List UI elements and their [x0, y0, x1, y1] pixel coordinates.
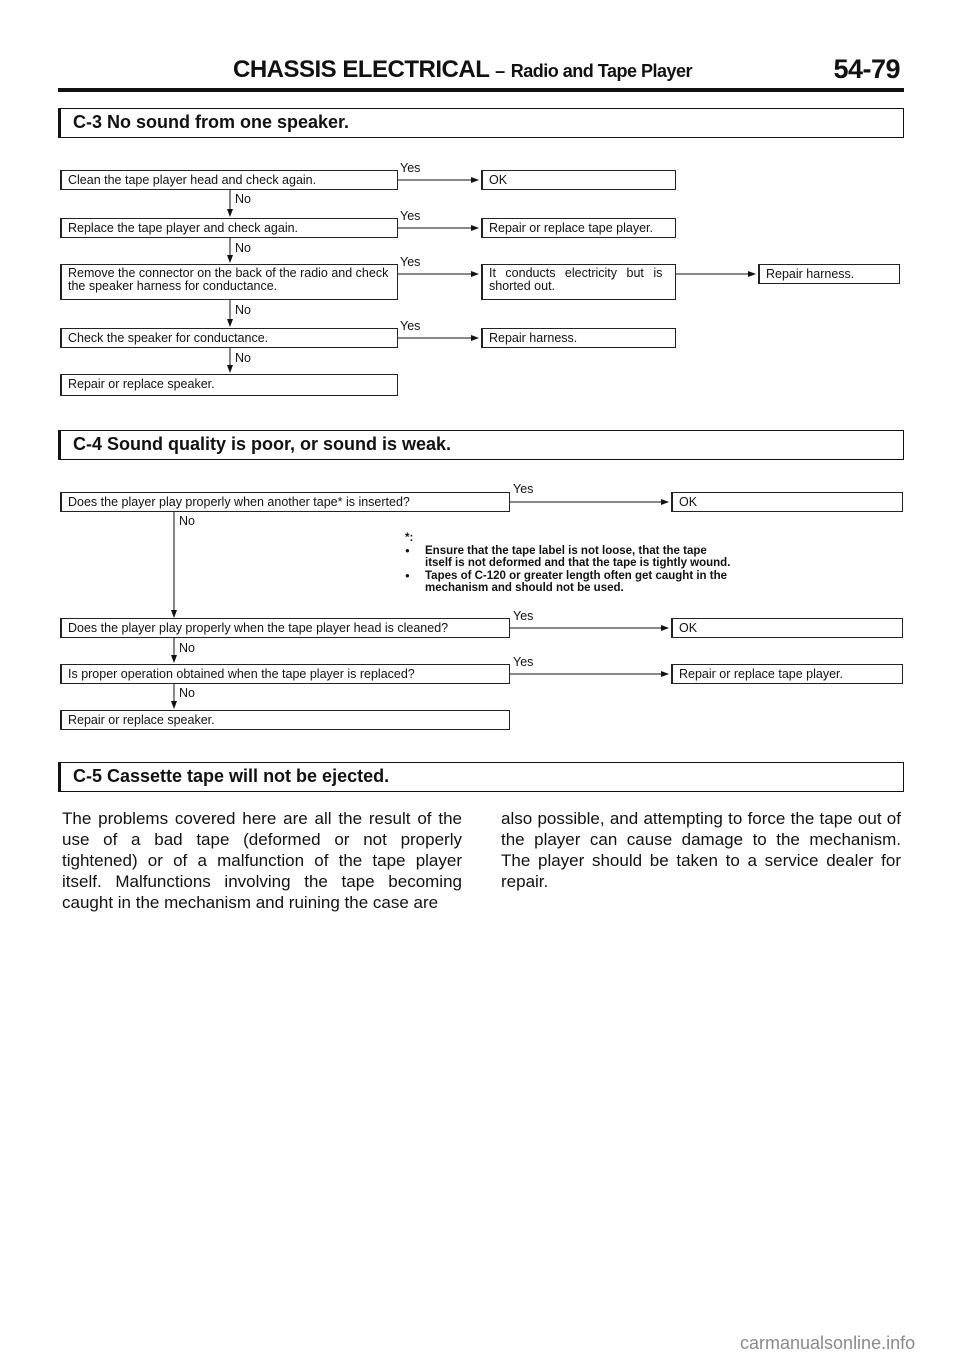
- c3-no-label-1: No: [235, 192, 251, 206]
- c4-no-label-3: No: [179, 686, 195, 700]
- c3-step2-yes-box: Repair or replace tape player.: [481, 218, 676, 238]
- c3-step1-yes-box: OK: [481, 170, 676, 190]
- c3-step3-yes-box: [481, 264, 676, 300]
- page-number: 54-79: [833, 54, 900, 84]
- c3-step2-box: Replace the tape player and check again.: [60, 218, 398, 238]
- c4-step2-yes-box: OK: [671, 618, 903, 638]
- c4-step3-box: Is proper operation obtained when the tape player is replaced?: [60, 664, 510, 684]
- c5-paragraph-right: also possible, and attempting to force the tape out of the player can cause damage to the mechanism. The player should be taken to a service dealer for repair.: [501, 809, 901, 891]
- c4-step1-yes-box: OK: [671, 492, 903, 512]
- c4-step2-box: Does the player play properly when the tape player head is cleaned?: [60, 618, 510, 638]
- c3-step5-box: Repair or replace speaker.: [60, 374, 398, 396]
- c4-note-item-2: ● Tapes of C-120 or greater length often get caught in the mechanism and should not be used.: [405, 570, 735, 595]
- c4-step3-yes-box: Repair or replace tape player.: [671, 664, 903, 684]
- c3-yes-label-4: Yes: [400, 319, 421, 333]
- c3-step4-box: Check the speaker for conductance.: [60, 328, 398, 348]
- c3-yes-label-2: Yes: [400, 209, 421, 223]
- c4-note-marker: *:: [405, 532, 414, 544]
- c3-no-label-2: No: [235, 241, 251, 255]
- title-dash: –: [495, 61, 505, 81]
- title-main: CHASSIS ELECTRICAL: [233, 56, 489, 83]
- c3-step4-yes-box: Repair harness.: [481, 328, 676, 348]
- c3-step3-box: [60, 264, 398, 300]
- c4-note: [405, 532, 735, 595]
- c3-no-label-3: No: [235, 303, 251, 317]
- c4-yes-label-2: Yes: [513, 609, 534, 623]
- c4-no-label-2: No: [179, 641, 195, 655]
- section-heading-c5: C-5 Cassette tape will not be ejected.: [58, 762, 904, 792]
- section-heading-c4: C-4 Sound quality is poor, or sound is weak.: [58, 430, 904, 460]
- title-sub: Radio and Tape Player: [510, 61, 693, 81]
- c4-yes-label-3: Yes: [513, 655, 534, 669]
- c3-step3-next-box: Repair harness.: [758, 264, 900, 284]
- watermark: carmanualsonline.info: [740, 1333, 916, 1353]
- c3-step3-yes-line1: It conducts electricity but is: [489, 266, 663, 280]
- c4-yes-label-1: Yes: [513, 482, 534, 496]
- c3-yes-label-3: Yes: [400, 255, 421, 269]
- c5-paragraph-left: The problems covered here are all the result of the use of a bad tape (deformed or not properly tightened) or of a malfunction of the tape player itself. Malfunctions involving the tape becoming caught in the mechanism and ruining the case are: [62, 809, 462, 912]
- c4-note-list: [405, 545, 735, 595]
- section-heading-c3: C-3 No sound from one speaker.: [58, 108, 904, 138]
- c4-step4-box: Repair or replace speaker.: [60, 710, 510, 730]
- c3-yes-label-1: Yes: [400, 161, 421, 175]
- c3-step3-line1: Remove the connector on the back of the radio and check: [68, 266, 389, 280]
- c3-step3-line2: the speaker harness for conductance.: [68, 279, 278, 293]
- c3-step1-box: Clean the tape player head and check again.: [60, 170, 398, 190]
- c3-no-label-4: No: [235, 351, 251, 365]
- c4-step1-box: Does the player play properly when another tape* is inserted?: [60, 492, 510, 512]
- c3-step3-yes-line2: shorted out.: [489, 279, 556, 293]
- c4-note-item-1: ● Ensure that the tape label is not loose, that the tape itself is not deformed and that the tape is tightly wound.: [405, 545, 735, 570]
- c4-no-label-1: No: [179, 514, 195, 528]
